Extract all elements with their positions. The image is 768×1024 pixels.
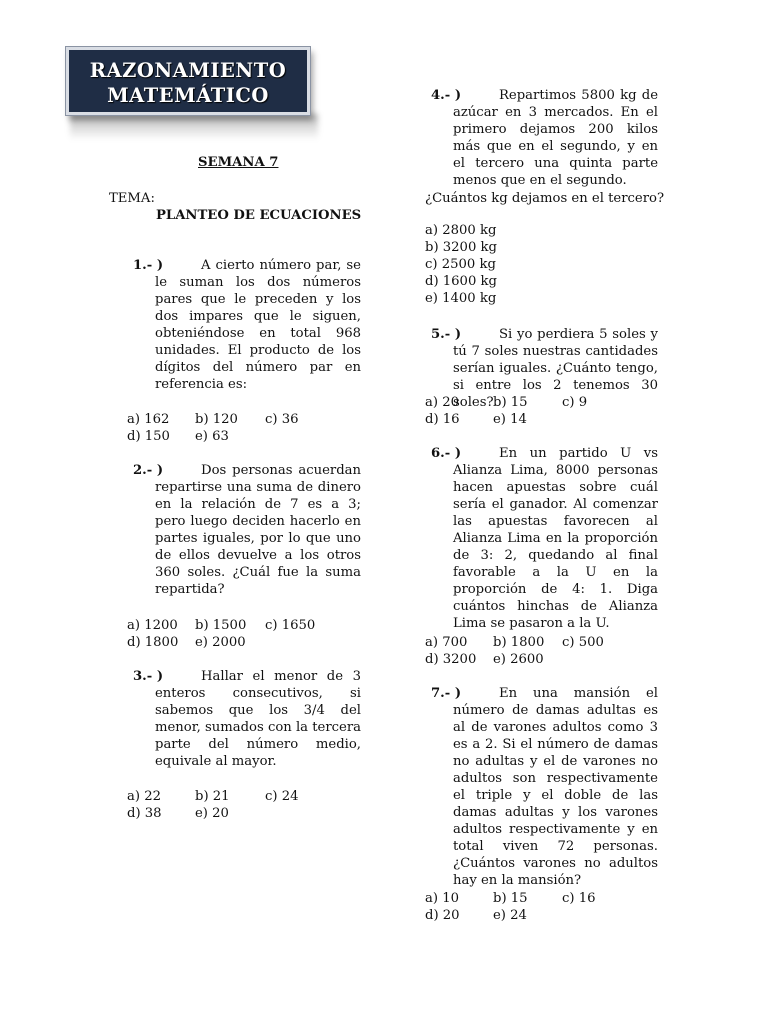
option-e: e) 24: [493, 908, 527, 923]
option-a: a) 20: [425, 395, 459, 410]
course-banner: [66, 47, 310, 115]
question-4: [431, 87, 658, 189]
answer-options-6: [425, 634, 645, 668]
option-b: b) 1500: [195, 618, 247, 633]
option-d: d) 3200: [425, 652, 477, 667]
question-text: En una mansión el número de damas adultas es al de varones adultos como 3 es a 2. Si el número de damas no adultas y el de varones no adultos son respectivamente el triple y el doble de las damas adultas y los varones adultos respectivamente y en total viven 72 personas. ¿Cuántos varones no adultos hay en la mansión?: [453, 686, 658, 888]
banner-line-2: MATEMÁTICO: [107, 84, 269, 107]
answer-options-1: [127, 411, 347, 445]
option-a: a) 700: [425, 635, 468, 650]
option-c: c) 36: [265, 412, 299, 427]
question-2: [133, 462, 361, 598]
option-d: d) 20: [425, 908, 460, 923]
topic-title: PLANTEO DE ECUACIONES: [156, 208, 362, 223]
option-b: b) 3200 kg: [425, 240, 497, 255]
question-number: 1.- ): [133, 258, 164, 273]
option-a: a) 2800 kg: [425, 223, 497, 238]
question-number: 3.- ): [133, 669, 164, 684]
option-e: e) 1400 kg: [425, 291, 497, 306]
question-4-prompt: ¿Cuántos kg dejamos en el tercero?: [425, 191, 665, 206]
question-number: 2.- ): [133, 463, 164, 478]
question-text: Hallar el menor de 3 enteros consecutivos, si sabemos que los 3/4 del menor, sumados con la tercera parte del número medio, equivale al mayor.: [155, 669, 361, 769]
option-b: b) 120: [195, 412, 238, 427]
option-e: e) 63: [195, 429, 229, 444]
question-3: [133, 668, 361, 770]
question-6: [431, 445, 658, 632]
question-number: 4.- ): [431, 88, 462, 103]
option-d: d) 1800: [127, 635, 179, 650]
question-1: [133, 257, 361, 393]
answer-options-7: [425, 890, 645, 924]
question-7: [431, 685, 658, 889]
option-e: e) 20: [195, 806, 229, 821]
option-c: c) 2500 kg: [425, 257, 496, 272]
banner-line-1: RAZONAMIENTO: [89, 59, 287, 82]
option-c: c) 16: [562, 891, 596, 906]
answer-options-4: [425, 222, 625, 307]
question-text: Si yo perdiera 5 soles y tú 7 soles nuestras cantidades serían iguales. ¿Cuánto tengo, si entre los 2 tenemos 30 soles?: [453, 327, 658, 410]
option-a: a) 22: [127, 789, 161, 804]
option-b: b) 1800: [493, 635, 545, 650]
option-b: b) 15: [493, 395, 528, 410]
option-b: b) 15: [493, 891, 528, 906]
answer-options-3: [127, 788, 347, 822]
option-d: d) 1600 kg: [425, 274, 497, 289]
question-text: Repartimos 5800 kg de azúcar en 3 mercados. En el primero dejamos 200 kilos más que en el segundo, y en el tercero una quinta parte menos que en el segundo.: [453, 88, 658, 188]
option-c: c) 24: [265, 789, 299, 804]
option-c: c) 1650: [265, 618, 316, 633]
option-a: a) 10: [425, 891, 459, 906]
banner-shadow: [70, 114, 318, 140]
option-e: e) 2000: [195, 635, 246, 650]
option-d: d) 150: [127, 429, 170, 444]
option-c: c) 500: [562, 635, 604, 650]
option-b: b) 21: [195, 789, 230, 804]
topic-label: TEMA:: [109, 191, 155, 206]
answer-options-2: [127, 617, 347, 651]
option-e: e) 14: [493, 412, 527, 427]
option-e: e) 2600: [493, 652, 544, 667]
question-text: A cierto número par, se le suman los dos números pares que le preceden y los dos impares que le siguen, obteniéndose en total 968 unidades. El producto de los dígitos del número par en referencia es:: [155, 258, 361, 392]
option-a: a) 162: [127, 412, 170, 427]
week-heading: SEMANA 7: [198, 155, 279, 170]
answer-options-5: [425, 394, 645, 428]
option-d: d) 38: [127, 806, 162, 821]
option-c: c) 9: [562, 395, 588, 410]
question-number: 7.- ): [431, 686, 462, 701]
question-number: 5.- ): [431, 327, 462, 342]
question-number: 6.- ): [431, 446, 462, 461]
option-d: d) 16: [425, 412, 460, 427]
question-text: Dos personas acuerdan repartirse una suma de dinero en la relación de 7 es a 3; pero luego deciden hacerlo en partes iguales, por lo que uno de ellos devuelve a los otros 360 soles. ¿Cuál fue la suma repartida?: [155, 463, 361, 597]
question-text: En un partido U vs Alianza Lima, 8000 personas hacen apuestas sobre cuál sería el ganador. Al comenzar las apuestas favorecen al Alianza Lima en la proporción de 3: 2, quedando al final favorable a la U en la proporción de 4: 1. Diga cuántos hinchas de Alianza Lima se pasaron a la U.: [453, 446, 658, 631]
option-a: a) 1200: [127, 618, 178, 633]
